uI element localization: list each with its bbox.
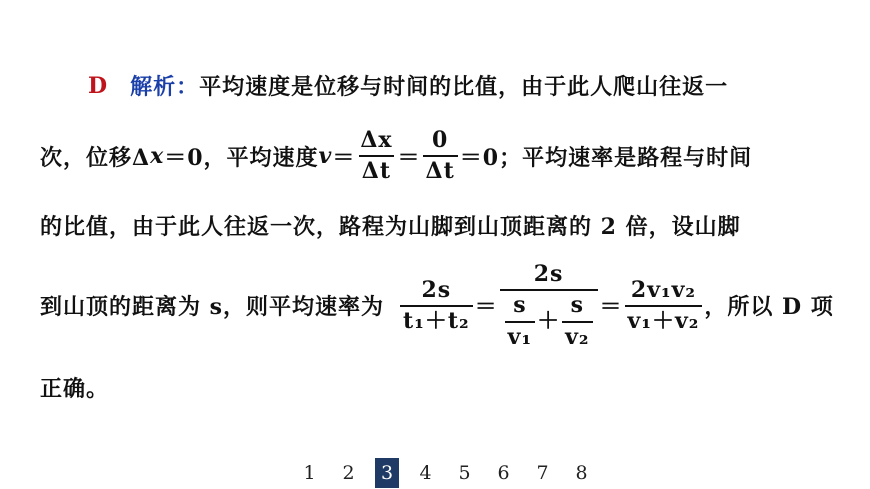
line4-eq-1: ＝ (474, 294, 498, 321)
frac3-numerator: 2s (421, 276, 452, 303)
page-3-current[interactable]: 3 (375, 458, 399, 488)
page-5[interactable]: 5 (458, 462, 471, 484)
pagination (290, 458, 601, 488)
frac1-numerator: Δx (360, 127, 393, 153)
frac3-denominator: t₁＋t₂ (400, 305, 473, 334)
frac4-inner-a (505, 293, 535, 350)
fraction-dx-dt (357, 128, 395, 185)
line2-eq: ＝ (332, 144, 356, 171)
solution-line-4 (40, 262, 834, 350)
frac4-inner-a-den: v₁ (505, 321, 535, 350)
line5-text: 正确。 (40, 376, 110, 402)
solution-line-1 (40, 70, 728, 101)
line2-x: x (150, 143, 165, 170)
fraction-2v1v2 (625, 278, 703, 335)
solution-line-3 (40, 210, 741, 241)
line2-v: v (318, 143, 333, 170)
frac1-denominator: Δt (359, 155, 394, 184)
page-2[interactable]: 2 (342, 462, 355, 484)
frac2-numerator: 0 (431, 127, 449, 153)
line2-eq0: ＝0，平均速度 (164, 144, 319, 171)
fraction-2s-t1t2 (400, 278, 473, 335)
line4-post: ，所以 D 项 (704, 294, 834, 321)
frac4-numerator: 2s (533, 261, 564, 287)
frac5-denominator: v₁＋v₂ (625, 305, 703, 334)
line4-eq-2: ＝ (599, 294, 623, 321)
answer-letter: D (88, 72, 109, 99)
frac4-denominator (500, 289, 598, 350)
fraction-2s-nested (500, 262, 598, 350)
frac4-inner-b-den: v₂ (562, 321, 592, 350)
line2-pre: 次，位移Δ (40, 144, 151, 171)
page-8[interactable]: 8 (575, 462, 588, 484)
frac4-plus: ＋ (537, 307, 561, 334)
frac4-inner-a-num: s (513, 292, 527, 319)
line3-text: 的比值，由于此人往返一次，路程为山脚到山顶距离的 2 倍，设山脚 (40, 214, 741, 240)
analysis-label: 解析： (130, 74, 200, 100)
page-4[interactable]: 4 (419, 462, 432, 484)
page-7[interactable]: 7 (536, 462, 549, 484)
frac2-denominator: Δt (423, 155, 458, 184)
frac5-numerator: 2v₁v₂ (630, 276, 697, 303)
page-1[interactable]: 1 (303, 462, 316, 484)
line4-pre: 到山顶的距离为 s，则平均速率为 (40, 294, 385, 321)
line2-eq-2: ＝ (397, 144, 421, 171)
solution-line-5 (40, 372, 109, 403)
fraction-0-dt (423, 128, 458, 185)
frac4-inner-b-num: s (570, 292, 585, 319)
frac4-inner-b (562, 293, 592, 350)
page-6[interactable]: 6 (497, 462, 510, 484)
line1-text: 平均速度是位移与时间的比值，由于此人爬山往返一 (199, 74, 729, 100)
solution-line-2 (40, 128, 752, 185)
line2-post: ＝0；平均速率是路程与时间 (459, 144, 753, 171)
